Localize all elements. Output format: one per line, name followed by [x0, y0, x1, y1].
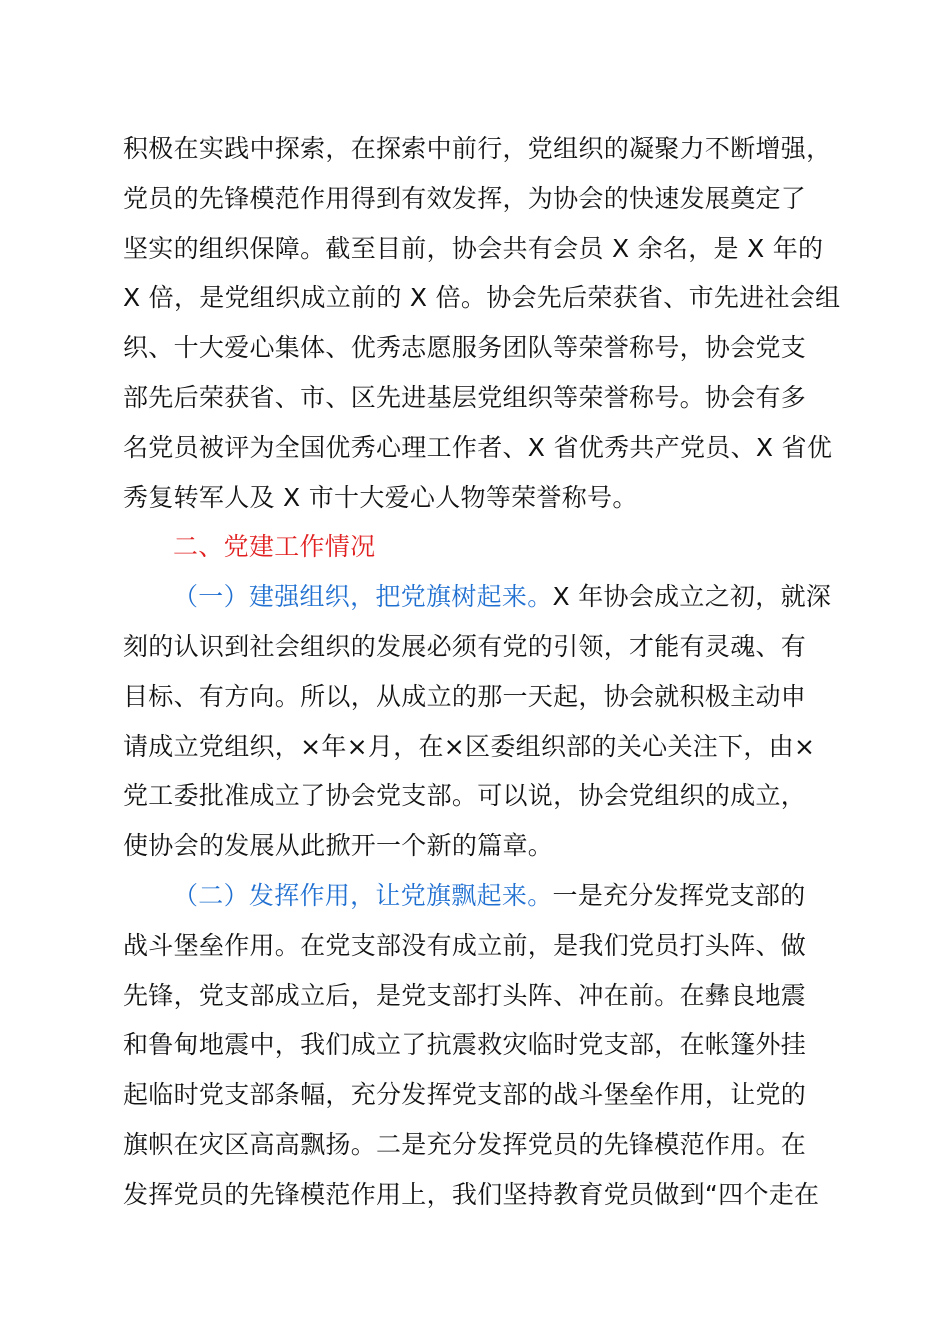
text-run: X 年协会成立之初，就深: [552, 582, 832, 612]
text-line: 发挥党员的先锋模范作用上，我们坚持教育党员做到“四个走在: [123, 1179, 820, 1209]
subsection-heading: （二）发挥作用，让党旗飘起来。: [173, 880, 553, 910]
text-line: X 倍，是党组织成立前的 X 倍。协会先后荣获省、市先进社会组: [123, 283, 841, 313]
paragraph-honors: [123, 124, 841, 522]
text-line: 积极在实践中探索，在探索中前行，党组织的凝聚力不断增强，: [123, 134, 832, 163]
text-line: [123, 871, 837, 921]
text-line: 名党员被评为全国优秀心理工作者、X 省优秀共产党员、X 省优: [123, 432, 833, 462]
text-line: 起临时党支部条幅，充分发挥党支部的战斗堡垒作用，让党的: [123, 1080, 807, 1110]
text-line: 秀复转军人及 X 市十大爱心人物等荣誉称号。: [123, 482, 638, 512]
text-line: 目标、有方向。所以，从成立的那一天起，协会就积极主动申: [123, 681, 807, 711]
paragraph-build-organization: [123, 572, 837, 871]
text-line: [123, 572, 837, 622]
text-line: 和鲁甸地震中，我们成立了抗震救灾临时党支部，在帐篷外挂: [123, 1030, 807, 1060]
paragraph-play-role: [123, 871, 837, 1220]
text-line: 请成立党组织，×年×月，在×区委组织部的关心关注下，由×: [123, 731, 816, 761]
text-line: 坚实的组织保障。截至目前，协会共有会员 X 余名，是 X 年的: [123, 233, 824, 263]
text-line: 使协会的发展从此掀开一个新的篇章。: [123, 831, 554, 861]
text-line: 党工委批准成立了协会党支部。可以说，协会党组织的成立，: [123, 781, 807, 811]
text-line: 先锋，党支部成立后，是党支部打头阵、冲在前。在彝良地震: [123, 980, 807, 1010]
text-line: 战斗堡垒作用。在党支部没有成立前，是我们党员打头阵、做: [123, 930, 807, 960]
text-line: 部先后荣获省、市、区先进基层党组织等荣誉称号。协会有多: [123, 382, 807, 412]
text-line: 党员的先锋模范作用得到有效发挥，为协会的快速发展奠定了: [123, 183, 807, 213]
text-line: 织、十大爱心集体、优秀志愿服务团队等荣誉称号，协会党支: [123, 333, 807, 363]
document-body: [123, 124, 841, 1220]
subsection-heading: （一）建强组织，把党旗树起来。: [173, 582, 553, 612]
text-line: 旗帜在灾区高高飘扬。二是充分发挥党员的先锋模范作用。在: [123, 1129, 807, 1159]
text-run: 一是充分发挥党支部的: [552, 880, 806, 910]
text-line: 刻的认识到社会组织的发展必须有党的引领，才能有灵魂、有: [123, 631, 807, 661]
section-heading: 二、党建工作情况: [173, 532, 376, 562]
